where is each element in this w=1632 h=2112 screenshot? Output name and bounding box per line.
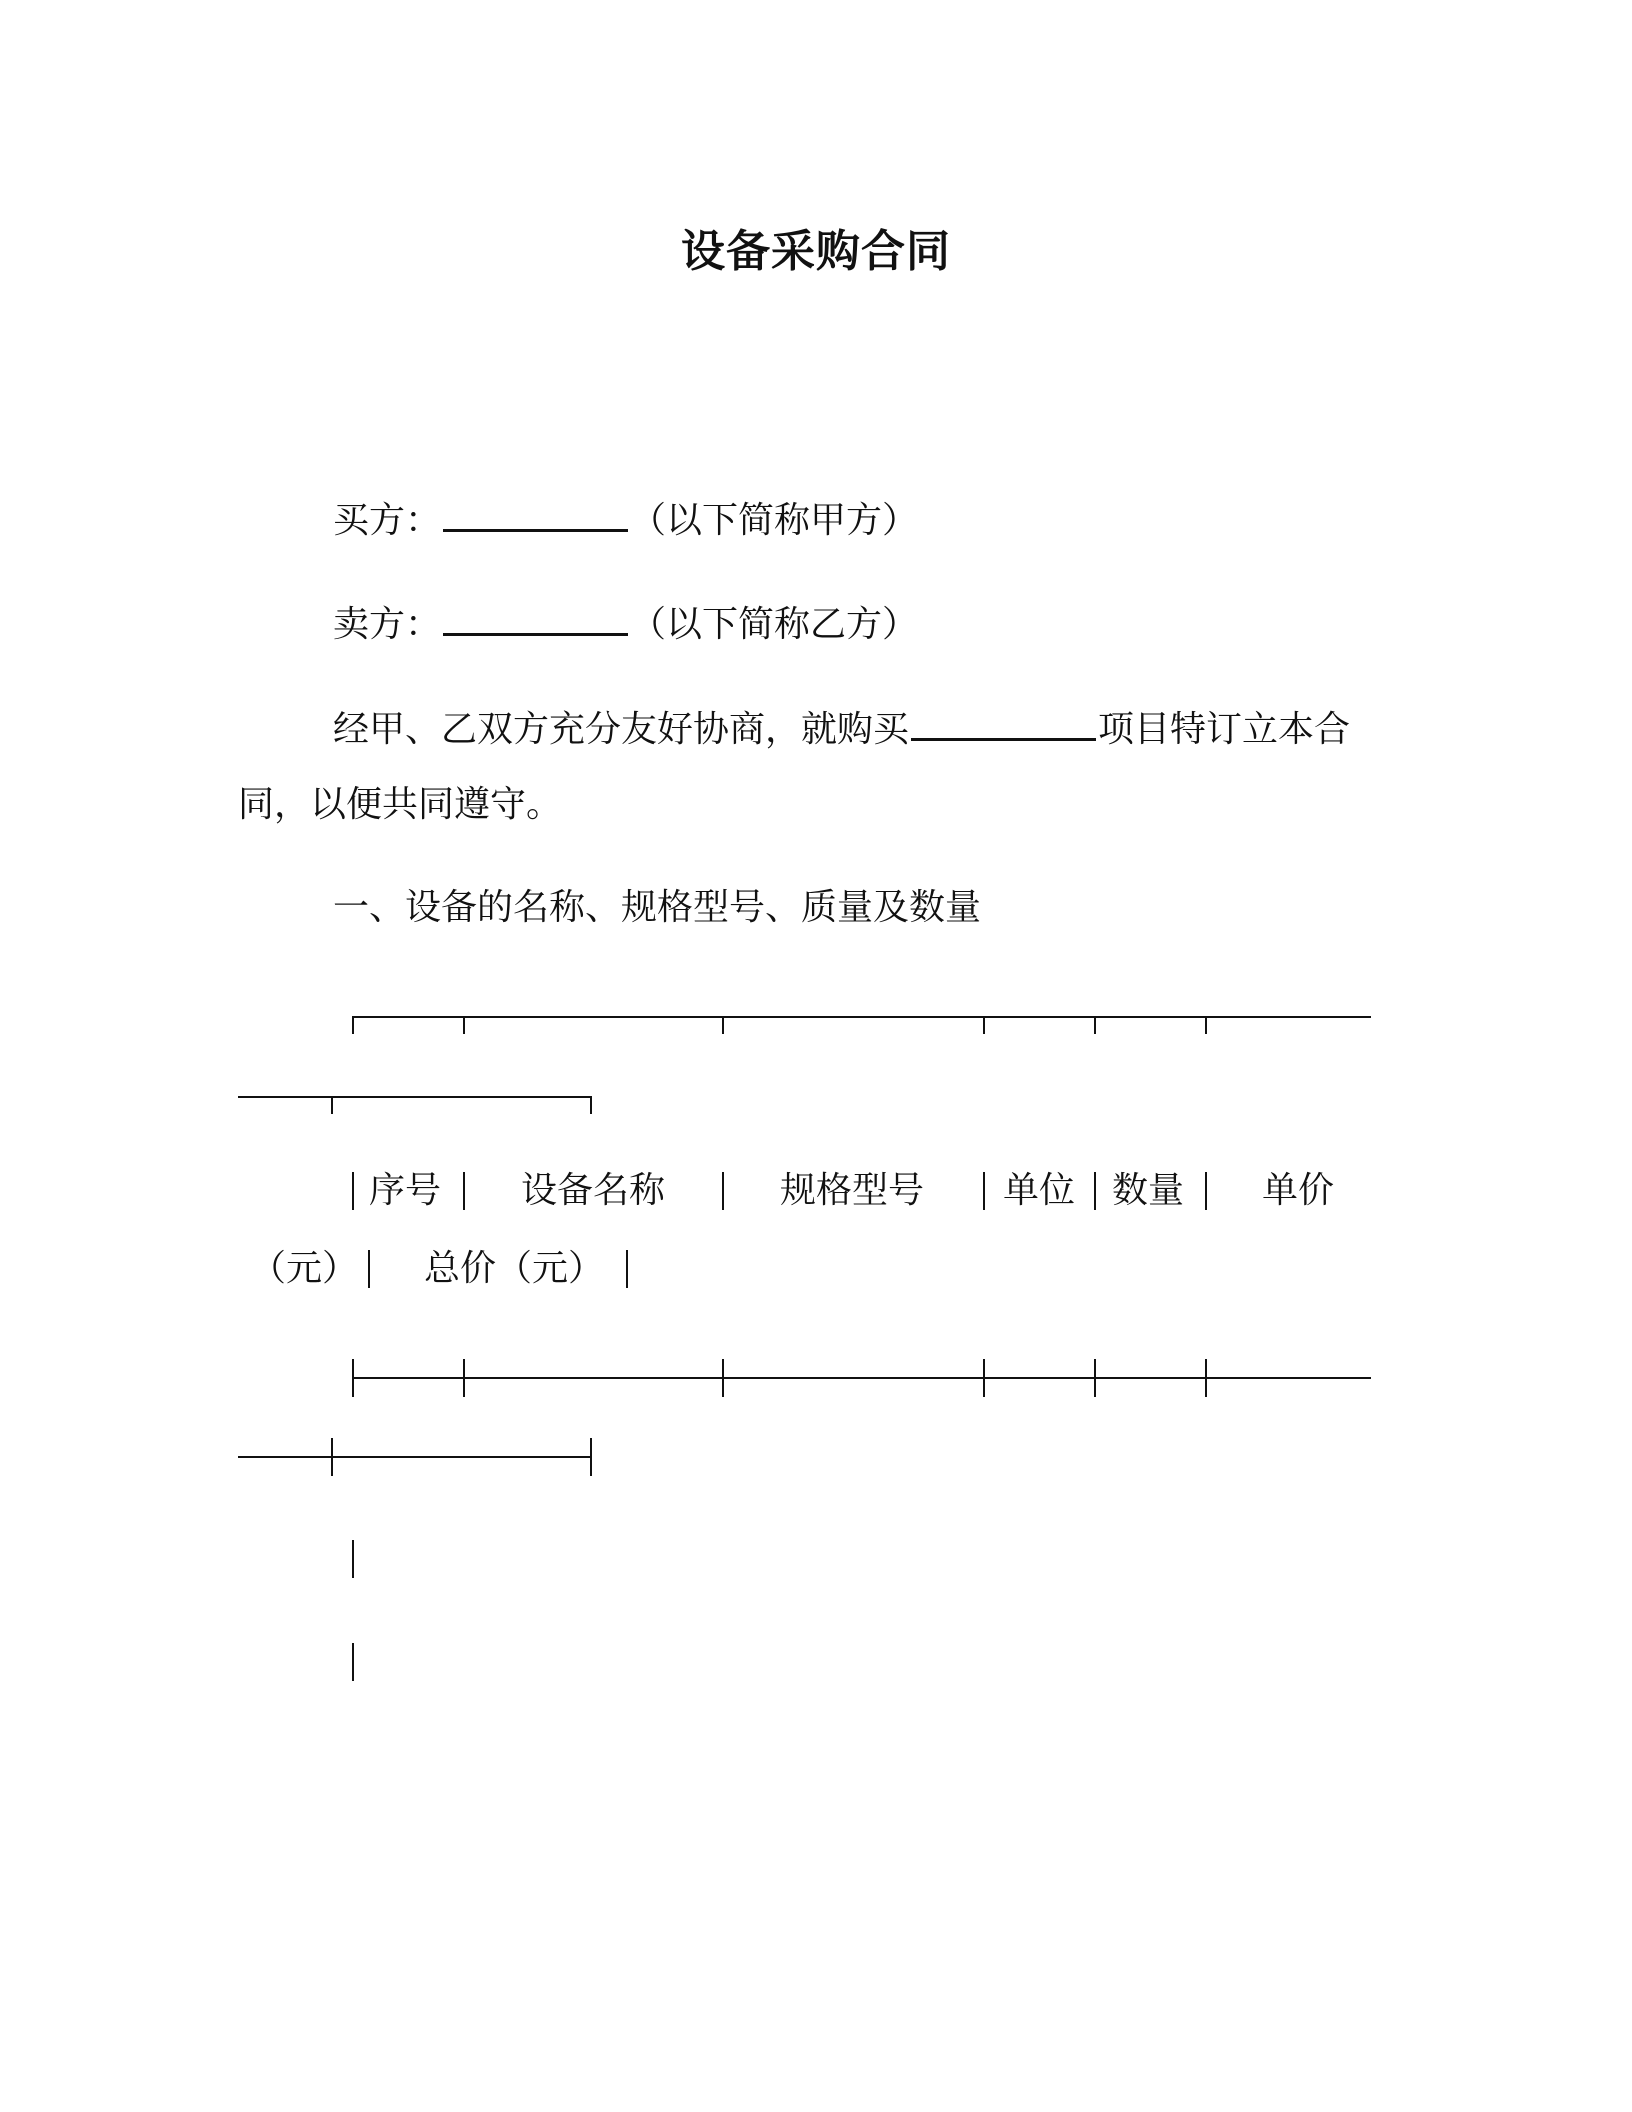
table-top-rule [352,1016,1371,1018]
header-serial: 序号 [369,1170,442,1211]
header-spec-model: 规格型号 [780,1170,925,1211]
header-unit-price: 单价 [1262,1170,1335,1211]
table-mid-rule-wrap [238,1456,592,1458]
seller-blank [443,597,628,636]
table-mid-cross [331,1438,333,1476]
table-top-tick [352,1016,354,1034]
seller-label: 卖方： [333,604,442,645]
buyer-blank [443,493,628,532]
table-mid-rule [352,1377,1371,1379]
intro-line-1 [333,702,1350,755]
table-row-left-border [352,1540,354,1578]
table-top-tick [463,1016,465,1034]
document-title: 设备采购合同 [681,226,951,277]
table-col-divider [352,1172,354,1210]
header-unit-price-currency: （元） [250,1248,359,1289]
seller-line [333,597,918,650]
table-col-divider [463,1172,465,1210]
intro-line-2: 同，以便共同遵守。 [238,784,563,825]
section-heading: 一、设备的名称、规格型号、质量及数量 [333,887,982,928]
table-top-tick [590,1096,592,1114]
header-unit: 单位 [1003,1170,1076,1211]
header-quantity: 数量 [1112,1170,1185,1211]
table-col-divider [626,1250,628,1288]
table-top-tick [722,1016,724,1034]
table-mid-cross [722,1359,724,1397]
table-mid-cross [983,1359,985,1397]
table-top-tick [1094,1016,1096,1034]
table-col-divider [1205,1172,1207,1210]
buyer-line [333,493,918,546]
table-col-divider [1094,1172,1096,1210]
seller-suffix: （以下简称乙方） [630,604,919,645]
table-top-tick [1205,1016,1207,1034]
table-col-divider [722,1172,724,1210]
intro-after-blank: 项目特订立本合 [1098,709,1351,750]
project-blank [911,702,1096,741]
table-mid-cross [1205,1359,1207,1397]
table-top-rule-wrap [238,1096,592,1098]
table-mid-cross [590,1438,592,1476]
header-equipment-name: 设备名称 [521,1170,666,1211]
table-mid-cross [463,1359,465,1397]
intro-before-blank: 经甲、乙双方充分友好协商，就购买 [333,709,910,750]
buyer-label: 买方： [333,500,442,541]
table-top-tick [983,1016,985,1034]
header-total-price: 总价（元） [424,1248,605,1289]
table-top-tick [331,1096,333,1114]
buyer-suffix: （以下简称甲方） [630,500,919,541]
table-mid-cross [352,1359,354,1397]
table-row-left-border [352,1643,354,1681]
table-mid-cross [1094,1359,1096,1397]
table-col-divider [368,1250,370,1288]
table-col-divider [983,1172,985,1210]
